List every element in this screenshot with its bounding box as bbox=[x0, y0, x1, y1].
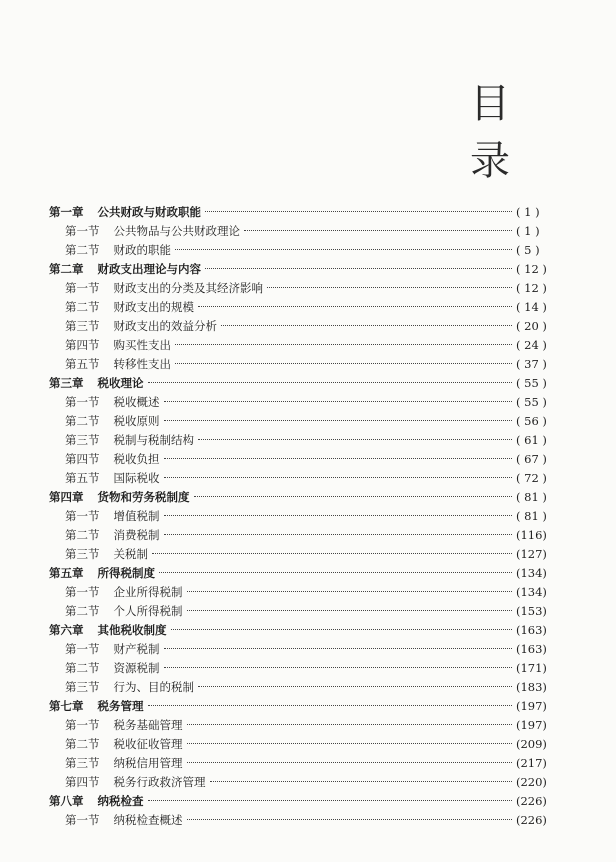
toc-entry-title: 公共财政与财政职能 bbox=[97, 205, 201, 219]
toc-entry-page: ( 24 ) bbox=[516, 338, 547, 352]
toc-section-entry[interactable] bbox=[0, 735, 616, 754]
toc-chapter-entry[interactable] bbox=[0, 488, 616, 507]
toc-section-entry[interactable] bbox=[0, 279, 616, 298]
toc-entry-page: (163) bbox=[516, 623, 547, 637]
toc-chapter-entry[interactable] bbox=[0, 564, 616, 583]
toc-section-entry[interactable] bbox=[0, 507, 616, 526]
dot-leader bbox=[148, 382, 513, 383]
toc-entry-title: 货物和劳务税制度 bbox=[97, 490, 190, 504]
toc-entry-page: (197) bbox=[516, 699, 547, 713]
toc-entry-page: (226) bbox=[516, 794, 547, 808]
toc-entry-page: ( 1 ) bbox=[516, 205, 540, 219]
toc-entry-title: 税制与税制结构 bbox=[113, 433, 194, 447]
toc-entry-title: 国际税收 bbox=[113, 471, 160, 485]
toc-entry-number: 第五节 bbox=[65, 357, 100, 371]
dot-leader bbox=[164, 534, 513, 535]
toc-entry-title: 财政支出的分类及其经济影响 bbox=[113, 281, 263, 295]
toc-entry-title: 纳税检查概述 bbox=[113, 813, 183, 827]
dot-leader bbox=[221, 325, 512, 326]
toc-entry-title: 税务基础管理 bbox=[113, 718, 183, 732]
toc-entry-number: 第二节 bbox=[65, 737, 100, 751]
toc-entry-number: 第一节 bbox=[65, 585, 100, 599]
dot-leader bbox=[244, 230, 512, 231]
dot-leader bbox=[187, 724, 513, 725]
toc-entry-title: 纳税信用管理 bbox=[113, 756, 183, 770]
toc-entry-number: 第一节 bbox=[65, 395, 100, 409]
toc-section-entry[interactable] bbox=[0, 450, 616, 469]
toc-entry-title: 个人所得税制 bbox=[113, 604, 183, 618]
toc-entry-number: 第一章 bbox=[49, 205, 84, 219]
toc-entry-page: (153) bbox=[516, 604, 547, 618]
toc-entry-number: 第三章 bbox=[49, 376, 84, 390]
toc-section-entry[interactable] bbox=[0, 336, 616, 355]
toc-entry-page: (134) bbox=[516, 585, 547, 599]
toc-entry-page: (127) bbox=[516, 547, 547, 561]
toc-entry-page: (220) bbox=[516, 775, 547, 789]
toc-entry-page: ( 56 ) bbox=[516, 414, 547, 428]
dot-leader bbox=[187, 819, 513, 820]
toc-section-entry[interactable] bbox=[0, 773, 616, 792]
toc-section-entry[interactable] bbox=[0, 393, 616, 412]
toc-section-entry[interactable] bbox=[0, 754, 616, 773]
toc-entry-page: (209) bbox=[516, 737, 547, 751]
toc-entry-title: 税务管理 bbox=[97, 699, 144, 713]
toc-section-entry[interactable] bbox=[0, 298, 616, 317]
dot-leader bbox=[164, 515, 513, 516]
toc-section-entry[interactable] bbox=[0, 659, 616, 678]
toc-entry-number: 第三节 bbox=[65, 433, 100, 447]
toc-entry-title: 税收征收管理 bbox=[113, 737, 183, 751]
toc-entry-title: 税务行政救济管理 bbox=[113, 775, 206, 789]
toc-section-entry[interactable] bbox=[0, 640, 616, 659]
dot-leader bbox=[187, 610, 513, 611]
toc-entry-page: ( 12 ) bbox=[516, 262, 547, 276]
table-of-contents bbox=[0, 203, 616, 830]
toc-entry-number: 第一节 bbox=[65, 813, 100, 827]
toc-section-entry[interactable] bbox=[0, 678, 616, 697]
dot-leader bbox=[194, 496, 513, 497]
toc-entry-number: 第三节 bbox=[65, 756, 100, 770]
dot-leader bbox=[164, 477, 513, 478]
toc-section-entry[interactable] bbox=[0, 469, 616, 488]
toc-entry-page: ( 20 ) bbox=[516, 319, 547, 333]
toc-section-entry[interactable] bbox=[0, 412, 616, 431]
toc-entry-title: 转移性支出 bbox=[113, 357, 171, 371]
toc-entry-number: 第四节 bbox=[65, 775, 100, 789]
toc-entry-number: 第八章 bbox=[49, 794, 84, 808]
toc-section-entry[interactable] bbox=[0, 583, 616, 602]
toc-chapter-entry[interactable] bbox=[0, 203, 616, 222]
toc-entry-title: 公共物品与公共财政理论 bbox=[113, 224, 240, 238]
toc-section-entry[interactable] bbox=[0, 431, 616, 450]
toc-entry-number: 第四章 bbox=[49, 490, 84, 504]
dot-leader bbox=[159, 572, 512, 573]
toc-entry-number: 第四节 bbox=[65, 338, 100, 352]
toc-entry-number: 第二章 bbox=[49, 262, 84, 276]
toc-entry-title: 消费税制 bbox=[113, 528, 160, 542]
dot-leader bbox=[187, 591, 513, 592]
toc-entry-number: 第一节 bbox=[65, 642, 100, 656]
toc-entry-page: (226) bbox=[516, 813, 547, 827]
toc-entry-title: 税收原则 bbox=[113, 414, 160, 428]
toc-entry-page: (163) bbox=[516, 642, 547, 656]
toc-entry-number: 第四节 bbox=[65, 452, 100, 466]
toc-chapter-entry[interactable] bbox=[0, 260, 616, 279]
toc-section-entry[interactable] bbox=[0, 241, 616, 260]
toc-entry-page: (171) bbox=[516, 661, 547, 675]
toc-entry-page: ( 37 ) bbox=[516, 357, 547, 371]
toc-entry-title: 其他税收制度 bbox=[97, 623, 167, 637]
toc-entry-title: 企业所得税制 bbox=[113, 585, 183, 599]
page-title: 目 录 bbox=[470, 81, 586, 184]
dot-leader bbox=[205, 211, 512, 212]
toc-entry-title: 财政支出的规模 bbox=[113, 300, 194, 314]
toc-entry-title: 税收负担 bbox=[113, 452, 160, 466]
toc-entry-title: 财产税制 bbox=[113, 642, 160, 656]
toc-section-entry[interactable] bbox=[0, 222, 616, 241]
dot-leader bbox=[267, 287, 512, 288]
toc-entry-page: (183) bbox=[516, 680, 547, 694]
toc-entry-number: 第三节 bbox=[65, 547, 100, 561]
toc-entry-title: 财政支出的效益分析 bbox=[113, 319, 217, 333]
toc-section-entry[interactable] bbox=[0, 355, 616, 374]
toc-entry-title: 关税制 bbox=[113, 547, 148, 561]
dot-leader bbox=[205, 268, 512, 269]
toc-section-entry[interactable] bbox=[0, 811, 616, 830]
toc-entry-number: 第二节 bbox=[65, 414, 100, 428]
dot-leader bbox=[148, 800, 513, 801]
toc-chapter-entry[interactable] bbox=[0, 697, 616, 716]
toc-entry-number: 第一节 bbox=[65, 224, 100, 238]
dot-leader bbox=[187, 762, 513, 763]
dot-leader bbox=[148, 705, 513, 706]
toc-entry-number: 第二节 bbox=[65, 661, 100, 675]
dot-leader bbox=[198, 306, 512, 307]
dot-leader bbox=[175, 249, 512, 250]
toc-entry-number: 第五章 bbox=[49, 566, 84, 580]
toc-entry-page: ( 55 ) bbox=[516, 376, 547, 390]
toc-entry-page: ( 14 ) bbox=[516, 300, 547, 314]
toc-entry-page: ( 81 ) bbox=[516, 509, 547, 523]
dot-leader bbox=[210, 781, 513, 782]
toc-entry-title: 税收理论 bbox=[97, 376, 144, 390]
toc-entry-page: ( 67 ) bbox=[516, 452, 547, 466]
toc-entry-page: ( 81 ) bbox=[516, 490, 547, 504]
dot-leader bbox=[164, 667, 513, 668]
dot-leader bbox=[175, 344, 512, 345]
dot-leader bbox=[198, 439, 512, 440]
toc-entry-number: 第六章 bbox=[49, 623, 84, 637]
dot-leader bbox=[152, 553, 512, 554]
toc-entry-title: 税收概述 bbox=[113, 395, 160, 409]
toc-entry-page: (134) bbox=[516, 566, 547, 580]
dot-leader bbox=[164, 401, 513, 402]
toc-entry-title: 财政支出理论与内容 bbox=[97, 262, 201, 276]
toc-chapter-entry[interactable] bbox=[0, 792, 616, 811]
toc-section-entry[interactable] bbox=[0, 526, 616, 545]
dot-leader bbox=[171, 629, 513, 630]
toc-entry-number: 第三节 bbox=[65, 680, 100, 694]
toc-entry-page: ( 5 ) bbox=[516, 243, 540, 257]
dot-leader bbox=[164, 648, 513, 649]
dot-leader bbox=[164, 458, 513, 459]
toc-entry-title: 行为、目的税制 bbox=[113, 680, 194, 694]
dot-leader bbox=[175, 363, 512, 364]
toc-entry-title: 财政的职能 bbox=[113, 243, 171, 257]
toc-entry-page: (217) bbox=[516, 756, 547, 770]
toc-entry-page: (197) bbox=[516, 718, 547, 732]
toc-entry-title: 纳税检查 bbox=[97, 794, 144, 808]
toc-entry-number: 第一节 bbox=[65, 509, 100, 523]
dot-leader bbox=[198, 686, 512, 687]
toc-section-entry[interactable] bbox=[0, 545, 616, 564]
toc-entry-page: ( 61 ) bbox=[516, 433, 547, 447]
toc-entry-page: ( 1 ) bbox=[516, 224, 540, 238]
toc-section-entry[interactable] bbox=[0, 602, 616, 621]
toc-entry-number: 第二节 bbox=[65, 243, 100, 257]
toc-entry-number: 第五节 bbox=[65, 471, 100, 485]
toc-entry-title: 所得税制度 bbox=[97, 566, 155, 580]
toc-entry-number: 第一节 bbox=[65, 718, 100, 732]
toc-section-entry[interactable] bbox=[0, 317, 616, 336]
dot-leader bbox=[187, 743, 513, 744]
toc-entry-number: 第二节 bbox=[65, 528, 100, 542]
toc-entry-number: 第二节 bbox=[65, 300, 100, 314]
toc-entry-page: ( 72 ) bbox=[516, 471, 547, 485]
toc-chapter-entry[interactable] bbox=[0, 374, 616, 393]
toc-entry-number: 第七章 bbox=[49, 699, 84, 713]
toc-chapter-entry[interactable] bbox=[0, 621, 616, 640]
toc-entry-title: 购买性支出 bbox=[113, 338, 171, 352]
toc-entry-page: ( 12 ) bbox=[516, 281, 547, 295]
toc-entry-number: 第一节 bbox=[65, 281, 100, 295]
toc-entry-page: (116) bbox=[516, 528, 547, 542]
toc-entry-number: 第二节 bbox=[65, 604, 100, 618]
toc-entry-title: 资源税制 bbox=[113, 661, 160, 675]
toc-entry-title: 增值税制 bbox=[113, 509, 160, 523]
dot-leader bbox=[164, 420, 513, 421]
toc-section-entry[interactable] bbox=[0, 716, 616, 735]
toc-entry-number: 第三节 bbox=[65, 319, 100, 333]
toc-entry-page: ( 55 ) bbox=[516, 395, 547, 409]
